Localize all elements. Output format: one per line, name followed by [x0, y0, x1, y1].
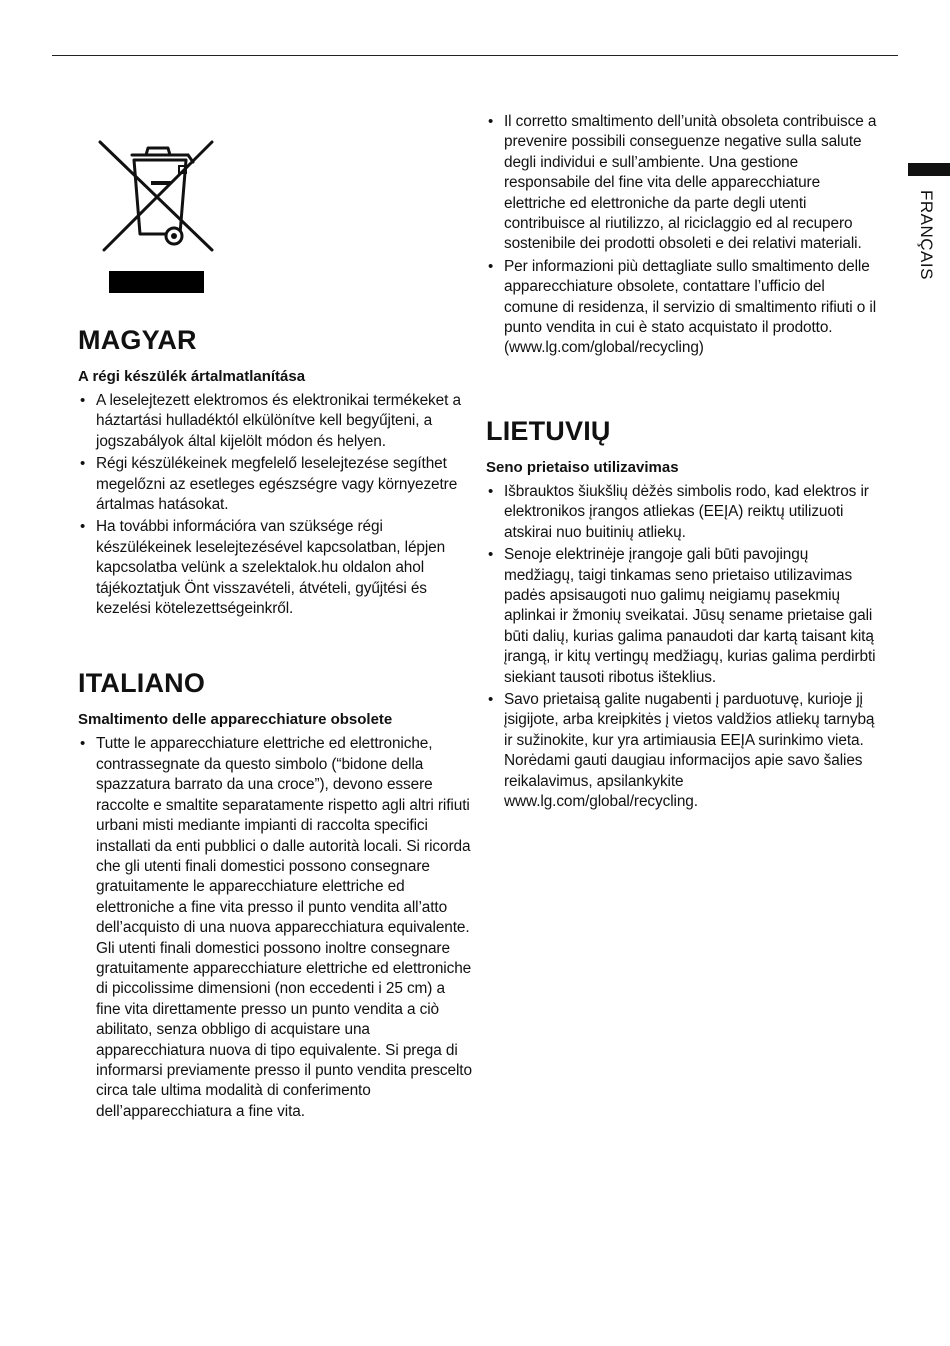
header-rule — [52, 55, 898, 56]
lietuviu-list — [486, 482, 878, 813]
list-item: • Ha további információra van szüksége régi készülékeinek leselejtezésével kapcsolatban, lépjen kapcsolatba velünk a szelektalok.hu oldalon ahol tájékoztatjuk Önt visszavételi, átvételi, gyűjtési és kezelési kötelezettségeinkről. — [78, 517, 473, 619]
magyar-title: MAGYAR — [78, 325, 197, 355]
list-item: • A leselejtezett elektromos és elektronikai termékeket a háztartási hulladéktól elkülönítve kell begyűjteni, a jogszabályok által kijelölt módon és helyen. — [78, 391, 473, 452]
list-item: • Il corretto smaltimento dell’unità obsoleta contribuisce a prevenire possibili conseguenze negative sulla salute degli individui e sull’ambiente. Una gestione responsabile del fine vita delle apparecchiature elettriche ed elettroniche da parte degli utenti contribuisce al riutilizzo, al riciclaggio ed al recupero sostenibile dei prodotti obsoleti e dei relativi materiali. — [486, 112, 878, 255]
crossed-out-wheelie-bin-icon — [96, 138, 216, 253]
lietuviu-subtitle: Seno prietaiso utilizavimas — [486, 458, 679, 476]
list-item: • Per informazioni più dettagliate sullo smaltimento delle apparecchiature obsolete, contattare l’ufficio del comune di residenza, il servizio di smaltimento rifiuti o il punto vendita in cui è stato acquistato il prodotto. (www.lg.com/global/recycling) — [486, 257, 878, 359]
list-item: • Išbrauktos šiukšlių dėžės simbolis rodo, kad elektros ir elektronikos įrangos atliekas (EEĮA) reiktų utilizuoti atskirai nuo buitinių atliekų. — [486, 482, 878, 543]
magyar-subtitle: A régi készülék ártalmatlanítása — [78, 368, 306, 385]
section-lietuviu — [486, 413, 878, 813]
italiano-list-part2 — [486, 112, 878, 359]
italiano-subtitle: Smaltimento delle apparecchiature obsolete — [78, 711, 393, 729]
list-item: • Régi készülékeinek megfelelő leselejtezése segíthet megelőzni az esetleges egészségre vagy környezetre ártalmas hatásokat. — [78, 454, 473, 515]
language-tab-marker — [908, 163, 950, 176]
italiano-title: ITALIANO — [78, 668, 206, 699]
italiano-list-part1 — [78, 734, 473, 1122]
lietuviu-title: LIETUVIŲ — [486, 415, 611, 446]
list-item: • Tutte le apparecchiature elettriche ed elettroniche, contrassegnate da questo simbolo (“bidone della spazzatura barrato da una croce”), devono essere raccolte e smaltite separatamente rispetto agli altri rifiuti urbani misti mediante impianti di raccolta specifici installati da enti pubblici o dalle autorità locali. Si ricorda che gli utenti finali domestici possono consegnare gratuitamente le apparecchiature elettriche ed elettroniche a fine vita presso il punto vendita all’atto dell’acquisto di una nuova apparecchiatura equivalente. Gli utenti finali domestici possono inoltre consegnare gratuitamente apparecchiature elettriche ed elettroniche di piccolissime dimensioni (non eccedenti i 25 cm) a fine vita direttamente presso un punto vendita a ciò abilitato, senza obbligo di acquistare una apparecchiatura nuova di tipo equivalente. Si prega di informarsi previamente presso il punto vendita prescelto circa tale ultima modalità di conferimento dell’apparecchiatura a fine vita. — [78, 734, 473, 1122]
language-tab-label: FRANÇAIS — [917, 190, 936, 280]
section-italiano — [78, 665, 473, 1122]
section-magyar — [78, 322, 473, 619]
weee-bar — [109, 271, 204, 293]
list-item: • Senoje elektrinėje įrangoje gali būti pavojingų medžiagų, taigi tinkamas seno prietaiso utilizavimas padės apsisaugoti nuo galimų neigiamų pasekmių aplinkai ir žmonių sveikatai. Jūsų sename prietaise gali būti dalių, kurias galima panaudoti dar kartą taisant kitą įrangą, ir kitų vertingų medžiagų, kurias galima perdirbti siekiant tausoti ribotus išteklius. — [486, 545, 878, 688]
list-item: • Savo prietaisą galite nugabenti į parduotuvę, kurioje jį įsigijote, arba kreipkitės į vietos valdžios atliekų tarnybą ir sužinokite, kur yra artimiausia EEĮA surinkimo vieta. Norėdami gauti daugiau informacijos apie savo šalies reikalavimus, apsilankykite www.lg.com/global/recycling. — [486, 690, 878, 812]
right-column — [486, 112, 878, 814]
magyar-list — [78, 391, 473, 619]
left-column — [78, 322, 473, 1124]
